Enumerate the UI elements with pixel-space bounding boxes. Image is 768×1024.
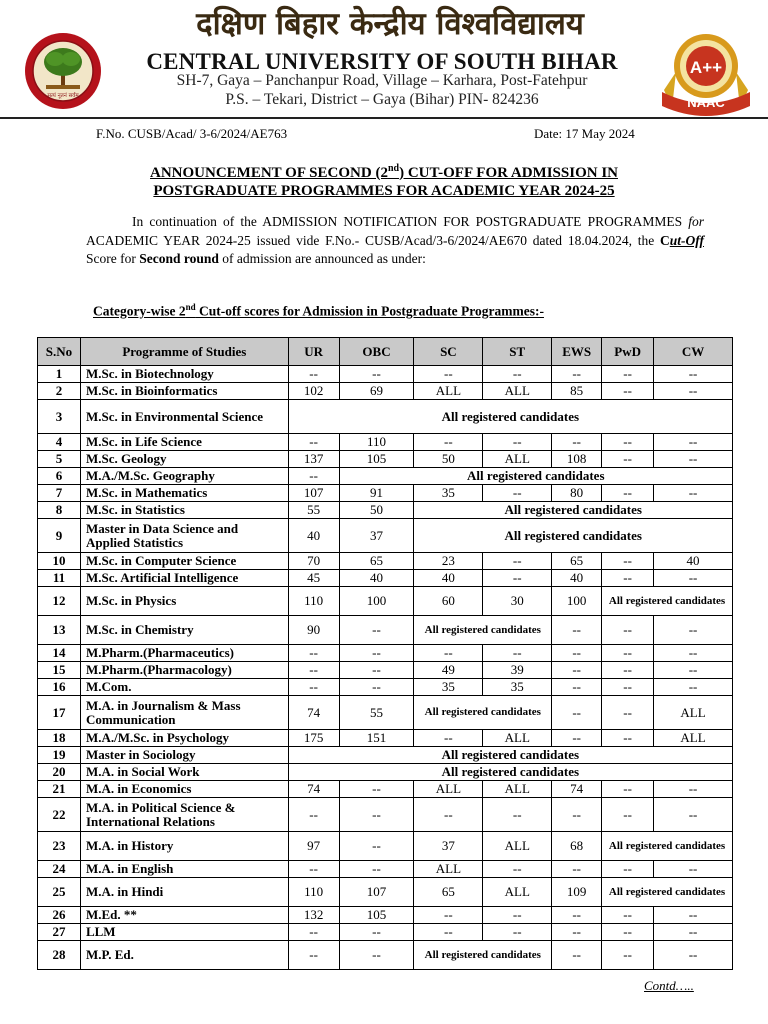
cell-all-registered: All registered candidates [602, 587, 733, 616]
cell-ur: 110 [288, 587, 339, 616]
cell-st: -- [483, 798, 552, 832]
cell-programme: M.Pharm.(Pharmacology) [80, 662, 288, 679]
cell-ur: 55 [288, 502, 339, 519]
table-row [38, 451, 733, 468]
cell-ur: 102 [288, 383, 339, 400]
cell-sc: 60 [414, 587, 483, 616]
cell-obc: 37 [339, 519, 414, 553]
cell-cw: -- [654, 907, 733, 924]
cell-obc: 151 [339, 730, 414, 747]
cell-programme: M.Sc. in Chemistry [80, 616, 288, 645]
cell-ews: -- [552, 730, 602, 747]
cell-sc: ALL [414, 781, 483, 798]
table-row [38, 616, 733, 645]
naac-label: NAAC [687, 95, 725, 110]
cell-obc: 105 [339, 451, 414, 468]
cell-ur: -- [288, 366, 339, 383]
cell-sc: 65 [414, 878, 483, 907]
para-part1: In continuation of the ADMISSION NOTIFICATION FOR POSTGRADUATE PROGRAMMES [132, 214, 689, 229]
cell-ur: -- [288, 941, 339, 970]
cell-programme: M.Sc. Artificial Intelligence [80, 570, 288, 587]
cell-cw: -- [654, 941, 733, 970]
cell-obc: 50 [339, 502, 414, 519]
cell-pwd: -- [602, 570, 654, 587]
cell-sno: 22 [38, 798, 81, 832]
table-row [38, 781, 733, 798]
cell-obc: -- [339, 679, 414, 696]
cell-cw: -- [654, 366, 733, 383]
cell-st: -- [483, 924, 552, 941]
cell-st: ALL [483, 878, 552, 907]
cell-ur: 132 [288, 907, 339, 924]
cell-sno: 13 [38, 616, 81, 645]
cell-pwd: -- [602, 553, 654, 570]
cell-sno: 12 [38, 587, 81, 616]
cell-sc: 35 [414, 679, 483, 696]
cell-sno: 25 [38, 878, 81, 907]
cell-pwd: -- [602, 662, 654, 679]
cell-programme: M.A. in Journalism & Mass Communication [80, 696, 288, 730]
cell-ews: -- [552, 798, 602, 832]
document-date: Date: 17 May 2024 [534, 126, 635, 141]
table-row [38, 519, 733, 553]
table-row [38, 400, 733, 434]
cell-ews: -- [552, 679, 602, 696]
cell-sc: 23 [414, 553, 483, 570]
cell-sno: 14 [38, 645, 81, 662]
address-line-1: SH-7, Gaya – Panchanpur Road, Village – Karhara, Post-Fatehpur [176, 72, 588, 89]
cell-sno: 5 [38, 451, 81, 468]
cell-programme: M.A./M.Sc. Geography [80, 468, 288, 485]
table-row [38, 645, 733, 662]
cell-ur: -- [288, 468, 339, 485]
cell-sc: 35 [414, 485, 483, 502]
cell-obc: -- [339, 832, 414, 861]
cell-programme: M.Com. [80, 679, 288, 696]
cell-programme: M.Sc. in Environmental Science [80, 400, 288, 434]
cell-sno: 8 [38, 502, 81, 519]
cell-pwd: -- [602, 616, 654, 645]
cell-ews: -- [552, 645, 602, 662]
cell-programme: M.A. in Economics [80, 781, 288, 798]
cell-st: -- [483, 861, 552, 878]
cell-ur: 40 [288, 519, 339, 553]
table-row [38, 587, 733, 616]
cell-pwd: -- [602, 679, 654, 696]
cell-ur: -- [288, 924, 339, 941]
table-row [38, 553, 733, 570]
table-row [38, 570, 733, 587]
cell-obc: -- [339, 781, 414, 798]
cell-cw: 40 [654, 553, 733, 570]
cell-obc: 100 [339, 587, 414, 616]
cell-programme: M.Sc. in Bioinformatics [80, 383, 288, 400]
university-logo [24, 32, 102, 110]
cell-sno: 24 [38, 861, 81, 878]
title-line1-b: ) CUT-OFF FOR ADMISSION IN [399, 165, 618, 181]
cell-ews: 109 [552, 878, 602, 907]
cell-st: ALL [483, 781, 552, 798]
cell-sno: 2 [38, 383, 81, 400]
cell-sno: 26 [38, 907, 81, 924]
title-sup: nd [387, 163, 400, 174]
cell-programme: M.Sc. in Physics [80, 587, 288, 616]
para-c: C [659, 232, 670, 248]
table-row [38, 485, 733, 502]
cell-st: -- [483, 434, 552, 451]
logo-motto: सत्यं नूतनं सर्वम् [47, 93, 79, 99]
cell-pwd: -- [602, 907, 654, 924]
cell-sno: 11 [38, 570, 81, 587]
cell-cw: -- [654, 383, 733, 400]
cell-ews: -- [552, 662, 602, 679]
cell-sno: 21 [38, 781, 81, 798]
cell-st: ALL [483, 832, 552, 861]
para-part3: Score for [86, 251, 140, 266]
cell-st: 39 [483, 662, 552, 679]
header-ews: EWS [552, 338, 602, 366]
cell-ur: 97 [288, 832, 339, 861]
cell-all-registered: All registered candidates [414, 616, 552, 645]
para-for: for [688, 214, 704, 229]
cell-st: ALL [483, 383, 552, 400]
header-ur: UR [288, 338, 339, 366]
cell-sno: 23 [38, 832, 81, 861]
cell-st: -- [483, 907, 552, 924]
cell-sc: -- [414, 798, 483, 832]
cell-sno: 18 [38, 730, 81, 747]
cell-ur: 74 [288, 696, 339, 730]
cell-sno: 6 [38, 468, 81, 485]
cell-cw: -- [654, 924, 733, 941]
table-row [38, 798, 733, 832]
header-st: ST [483, 338, 552, 366]
address-line-2: P.S. – Tekari, District – Gaya (Bihar) PIN- 824236 [225, 91, 539, 108]
cell-all-registered: All registered candidates [414, 502, 733, 519]
cell-obc: -- [339, 645, 414, 662]
cell-programme: M.Sc. in Life Science [80, 434, 288, 451]
cell-ews: -- [552, 366, 602, 383]
header-sno: S.No [38, 338, 81, 366]
cell-sc: 40 [414, 570, 483, 587]
cell-programme: Master in Sociology [80, 747, 288, 764]
cell-cw: -- [654, 679, 733, 696]
cell-ews: 40 [552, 570, 602, 587]
letterhead [0, 0, 768, 118]
cell-cw: -- [654, 434, 733, 451]
cell-sno: 10 [38, 553, 81, 570]
university-name: CENTRAL UNIVERSITY OF SOUTH BIHAR [146, 49, 618, 74]
cell-ews: 108 [552, 451, 602, 468]
cell-sno: 3 [38, 400, 81, 434]
cell-st: 30 [483, 587, 552, 616]
cell-programme: M.Sc. in Computer Science [80, 553, 288, 570]
cell-obc: 110 [339, 434, 414, 451]
cell-ews: 80 [552, 485, 602, 502]
cell-ews: -- [552, 434, 602, 451]
cell-ur: -- [288, 679, 339, 696]
cell-all-registered: All registered candidates [414, 696, 552, 730]
table-row [38, 924, 733, 941]
cell-pwd: -- [602, 924, 654, 941]
cell-st: ALL [483, 451, 552, 468]
cell-programme: M.A./M.Sc. in Psychology [80, 730, 288, 747]
cell-cw: -- [654, 616, 733, 645]
table-heading [93, 302, 544, 320]
cell-sno: 15 [38, 662, 81, 679]
cell-sno: 17 [38, 696, 81, 730]
cell-cw: -- [654, 570, 733, 587]
cell-st: 35 [483, 679, 552, 696]
cell-st: ALL [483, 730, 552, 747]
cell-ur: -- [288, 645, 339, 662]
table-header-row [38, 338, 733, 366]
cell-pwd: -- [602, 730, 654, 747]
cell-pwd: -- [602, 383, 654, 400]
cell-obc: -- [339, 616, 414, 645]
cell-ur: 90 [288, 616, 339, 645]
cell-st: -- [483, 570, 552, 587]
cell-ur: 45 [288, 570, 339, 587]
para-second-round: Second round [139, 251, 219, 266]
university-name-hindi: दक्षिण बिहार केन्द्रीय विश्वविद्यालय [196, 6, 584, 42]
cell-ur: 74 [288, 781, 339, 798]
cell-ews: 65 [552, 553, 602, 570]
cell-sno: 7 [38, 485, 81, 502]
cell-ur: 137 [288, 451, 339, 468]
cell-pwd: -- [602, 861, 654, 878]
cell-obc: 55 [339, 696, 414, 730]
cell-sno: 1 [38, 366, 81, 383]
cell-obc: 69 [339, 383, 414, 400]
cutoff-table [37, 337, 733, 970]
naac-grade: A++ [689, 58, 723, 77]
cell-all-registered: All registered candidates [288, 400, 732, 434]
cell-all-registered: All registered candidates [602, 832, 733, 861]
cell-sc: ALL [414, 861, 483, 878]
subhead-b: Cut-off scores for Admission in Postgraduate Programmes:- [195, 303, 544, 319]
cell-obc: -- [339, 861, 414, 878]
header-obc: OBC [339, 338, 414, 366]
cell-sno: 9 [38, 519, 81, 553]
cell-obc: -- [339, 662, 414, 679]
cell-sno: 16 [38, 679, 81, 696]
cell-pwd: -- [602, 696, 654, 730]
cell-programme: M.A. in Social Work [80, 764, 288, 781]
cell-ews: 68 [552, 832, 602, 861]
cell-obc: 65 [339, 553, 414, 570]
cell-sno: 4 [38, 434, 81, 451]
title-line1-a: ANNOUNCEMENT OF SECOND (2 [150, 165, 388, 181]
cell-programme: M.A. in Hindi [80, 878, 288, 907]
cell-sc: -- [414, 434, 483, 451]
cell-cw: -- [654, 645, 733, 662]
cell-programme: M.P. Ed. [80, 941, 288, 970]
cell-sc: -- [414, 907, 483, 924]
cell-cw: -- [654, 485, 733, 502]
table-row [38, 941, 733, 970]
header-programme: Programme of Studies [80, 338, 288, 366]
naac-badge [654, 28, 758, 118]
cell-st: -- [483, 366, 552, 383]
cell-obc: -- [339, 941, 414, 970]
cell-programme: M.A. in Political Science & International Relations [80, 798, 288, 832]
cell-sc: 49 [414, 662, 483, 679]
cell-ur: -- [288, 662, 339, 679]
table-row [38, 662, 733, 679]
cell-pwd: -- [602, 366, 654, 383]
cell-programme: M.A. in English [80, 861, 288, 878]
cell-cw: -- [654, 861, 733, 878]
cell-programme: M.Sc. in Statistics [80, 502, 288, 519]
cell-obc: -- [339, 924, 414, 941]
cell-ur: 175 [288, 730, 339, 747]
cell-sc: -- [414, 924, 483, 941]
cell-ews: -- [552, 924, 602, 941]
subhead-sup: nd [185, 302, 196, 312]
para-part2: ACADEMIC YEAR 2024-25 issued vide F.No.- CUSB/Acad/3-6/2024/AE670 dated 18.04.2024, the [86, 232, 660, 248]
cell-sc: -- [414, 366, 483, 383]
cell-all-registered: All registered candidates [339, 468, 732, 485]
cell-ews: 100 [552, 587, 602, 616]
file-number: F.No. CUSB/Acad/ 3-6/2024/AE763 [96, 126, 288, 141]
table-row [38, 366, 733, 383]
cell-pwd: -- [602, 798, 654, 832]
cell-sc: 37 [414, 832, 483, 861]
cell-programme: M.Pharm.(Pharmaceutics) [80, 645, 288, 662]
header-cw: CW [654, 338, 733, 366]
cell-all-registered: All registered candidates [414, 941, 552, 970]
table-row [38, 832, 733, 861]
table-row [38, 907, 733, 924]
table-row [38, 434, 733, 451]
cell-obc: 107 [339, 878, 414, 907]
cell-ur: -- [288, 861, 339, 878]
title-line2: POSTGRADUATE PROGRAMMES FOR ACADEMIC YEAR 2024-25 [153, 183, 615, 199]
table-row [38, 468, 733, 485]
table-row [38, 696, 733, 730]
cell-st: -- [483, 553, 552, 570]
table-row [38, 679, 733, 696]
header-pwd: PwD [602, 338, 654, 366]
header-sc: SC [414, 338, 483, 366]
table-row [38, 861, 733, 878]
para-part4: of admission are announced as under: [218, 251, 426, 266]
cell-pwd: -- [602, 781, 654, 798]
cell-all-registered: All registered candidates [288, 747, 732, 764]
cell-cw: -- [654, 662, 733, 679]
cell-programme: M.Sc. in Biotechnology [80, 366, 288, 383]
cell-obc: 91 [339, 485, 414, 502]
cell-cw: -- [654, 451, 733, 468]
cell-programme: M.Sc. Geology [80, 451, 288, 468]
cell-sc: -- [414, 645, 483, 662]
cell-obc: -- [339, 798, 414, 832]
cell-programme: M.Sc. in Mathematics [80, 485, 288, 502]
cell-programme: Master in Data Science and Applied Statistics [80, 519, 288, 553]
cell-pwd: -- [602, 645, 654, 662]
cell-ews: 74 [552, 781, 602, 798]
cell-ews: 85 [552, 383, 602, 400]
cell-pwd: -- [602, 434, 654, 451]
cell-ur: 110 [288, 878, 339, 907]
cell-ur: 70 [288, 553, 339, 570]
cell-sno: 20 [38, 764, 81, 781]
cell-ur: -- [288, 434, 339, 451]
cell-ews: -- [552, 616, 602, 645]
cell-sno: 28 [38, 941, 81, 970]
table-row [38, 730, 733, 747]
cell-all-registered: All registered candidates [414, 519, 733, 553]
cell-obc: -- [339, 366, 414, 383]
cell-all-registered: All registered candidates [602, 878, 733, 907]
cell-ews: -- [552, 861, 602, 878]
para-cutoff: ut-Off [669, 232, 704, 248]
cell-st: -- [483, 485, 552, 502]
cell-cw: ALL [654, 730, 733, 747]
cell-st: -- [483, 645, 552, 662]
cell-sno: 27 [38, 924, 81, 941]
cell-cw: ALL [654, 696, 733, 730]
continued-note: Contd….. [644, 978, 694, 993]
announcement-title [60, 160, 708, 200]
subhead-a: Category-wise 2 [93, 303, 186, 319]
cell-programme: M.Ed. ** [80, 907, 288, 924]
cell-ur: -- [288, 798, 339, 832]
cell-cw: -- [654, 781, 733, 798]
cell-obc: 105 [339, 907, 414, 924]
cell-ews: -- [552, 696, 602, 730]
cell-pwd: -- [602, 941, 654, 970]
cell-sc: -- [414, 730, 483, 747]
header-divider [0, 117, 768, 119]
cell-pwd: -- [602, 485, 654, 502]
table-row [38, 383, 733, 400]
table-row [38, 878, 733, 907]
table-row [38, 764, 733, 781]
cell-sc: ALL [414, 383, 483, 400]
cell-programme: LLM [80, 924, 288, 941]
table-row [38, 502, 733, 519]
cell-ews: -- [552, 941, 602, 970]
intro-paragraph [86, 213, 704, 269]
cell-pwd: -- [602, 451, 654, 468]
cell-sc: 50 [414, 451, 483, 468]
cell-sno: 19 [38, 747, 81, 764]
table-row [38, 747, 733, 764]
cell-all-registered: All registered candidates [288, 764, 732, 781]
cell-ur: 107 [288, 485, 339, 502]
cell-cw: -- [654, 798, 733, 832]
cell-ews: -- [552, 907, 602, 924]
cell-programme: M.A. in History [80, 832, 288, 861]
cell-obc: 40 [339, 570, 414, 587]
